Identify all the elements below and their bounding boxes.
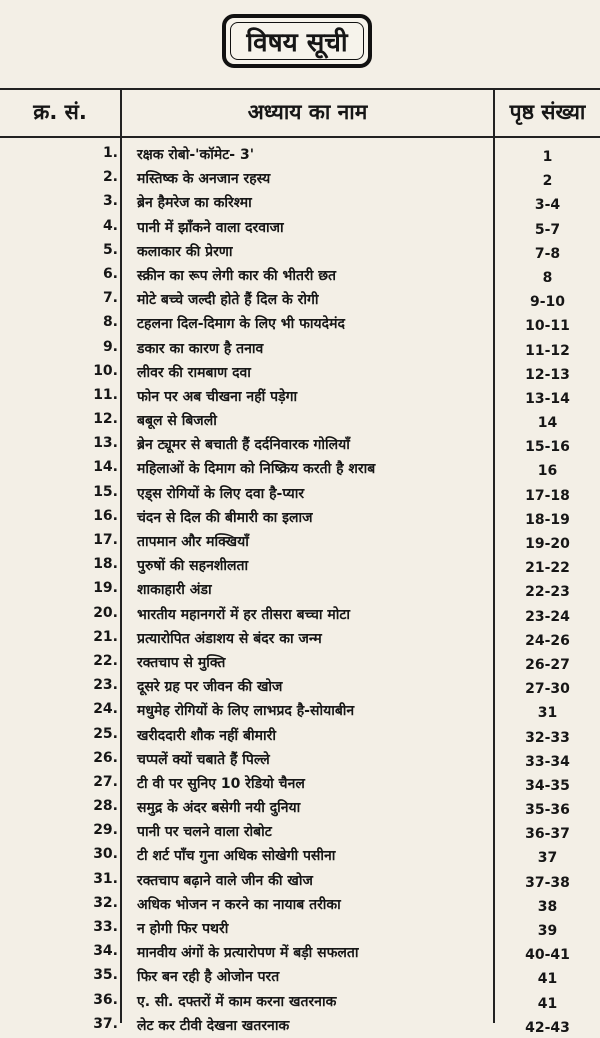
table-row: [0, 264, 600, 288]
row-number: 13.: [93, 435, 118, 452]
page-range: 16: [537, 463, 558, 480]
chapter-title: अधिक भोजन न करने का नायाब तरीका: [137, 896, 341, 913]
row-number: 28.: [93, 798, 118, 815]
table-row: [0, 240, 600, 264]
chapter-title: लीवर की रामबाण दवा: [137, 364, 251, 381]
table-row: [0, 216, 600, 240]
row-number: 24.: [93, 701, 118, 718]
table-row: [0, 191, 600, 215]
header-chapter: अध्याय का नाम: [247, 100, 368, 124]
page-title: विषय सूची: [222, 14, 372, 68]
page-range: 9-10: [529, 294, 566, 311]
table-row: [0, 941, 600, 965]
chapter-title: शाकाहारी अंडा: [137, 582, 212, 599]
chapter-title: मस्तिष्क के अनजान रहस्य: [137, 171, 271, 188]
chapter-title: फोन पर अब चीखना नहीं पड़ेगा: [137, 388, 298, 405]
table-row: [0, 337, 600, 361]
row-number: 20.: [93, 604, 118, 621]
page-range: 41: [537, 971, 558, 988]
table-row: [0, 457, 600, 481]
page-range: 12-13: [525, 366, 570, 383]
chapter-title: टी वी पर सुनिए 10 रेडियो चैनल: [137, 775, 305, 792]
chapter-title: न होगी फिर पथरी: [137, 921, 229, 937]
chapter-title: ए. सी. दफ्तरों में काम करना खतरनाक: [137, 993, 337, 1010]
page-range: 15-16: [525, 439, 570, 456]
table-row: [0, 312, 600, 336]
table-row: [0, 893, 600, 917]
page-range: 31: [537, 705, 558, 722]
row-number: 16.: [93, 507, 118, 524]
row-number: 18.: [93, 556, 118, 573]
table-row: [0, 724, 600, 748]
chapter-title: भारतीय महानगरों में हर तीसरा बच्चा मोटा: [137, 606, 351, 623]
table-row: [0, 482, 600, 506]
chapter-title: चंदन से दिल की बीमारी का इलाज: [137, 509, 313, 526]
chapter-title: फिर बन रही है ओजोन परत: [137, 969, 280, 986]
page-range: 42-43: [525, 1019, 570, 1036]
row-number: 19.: [93, 580, 118, 597]
page-range: 21-22: [525, 560, 570, 577]
page-range: 26-27: [525, 656, 570, 673]
chapter-title: मधुमेह रोगियों के लिए लाभप्रद है-सोयाबीन: [137, 703, 355, 720]
row-number: 10.: [93, 362, 118, 379]
page-range: 13-14: [525, 390, 570, 407]
page-range: 27-30: [525, 681, 570, 698]
table-row: [0, 651, 600, 675]
page-range: 17-18: [525, 487, 570, 504]
row-number: 6.: [102, 265, 118, 282]
chapter-title: रक्तचाप से मुक्ति: [137, 654, 226, 671]
page-range: 8: [542, 269, 553, 286]
table-row: [0, 675, 600, 699]
table-row: [0, 167, 600, 191]
page-range: 1: [542, 149, 553, 165]
chapter-title: एड्स रोगियों के लिए दवा है-प्यार: [137, 485, 305, 502]
row-number: 3.: [102, 193, 118, 210]
table-row: [0, 820, 600, 844]
chapter-title: स्क्रीन का रूप लेगी कार की भीतरी छत: [137, 267, 336, 284]
row-number: 21.: [93, 628, 118, 645]
chapter-title: टहलना दिल-दिमाग के लिए भी फायदेमंद: [137, 316, 345, 333]
page-range: 19-20: [525, 536, 570, 552]
table-row: [0, 917, 600, 941]
chapter-title: पुरुषों की सहनशीलता: [137, 558, 249, 575]
row-number: 34.: [93, 943, 118, 960]
page-range: 40-41: [525, 947, 570, 964]
chapter-title: बबूल से बिजली: [137, 413, 217, 430]
header-page: पृष्ठ संख्या: [509, 100, 586, 124]
row-number: 36.: [93, 991, 118, 1008]
table-row: [0, 699, 600, 723]
header-serial: क्र. सं.: [33, 100, 87, 124]
row-number: 26.: [93, 749, 118, 766]
row-number: 27.: [93, 773, 118, 790]
chapter-title: तापमान और मक्खियाँ: [137, 534, 249, 550]
row-number: 5.: [102, 241, 118, 258]
table-row: [0, 990, 600, 1014]
table-row: [0, 506, 600, 530]
table-row: [0, 965, 600, 989]
chapter-title: महिलाओं के दिमाग को निष्क्रिय करती है शराब: [137, 461, 376, 478]
table-row: [0, 578, 600, 602]
table-row: [0, 796, 600, 820]
page-range: 5-7: [534, 221, 561, 238]
table-row: [0, 844, 600, 868]
table-row: [0, 361, 600, 385]
page-range: 32-33: [525, 729, 570, 746]
chapter-title: ब्रेन हैमरेज का करिश्मा: [137, 195, 252, 212]
page-range: 10-11: [525, 318, 570, 335]
row-number: 23.: [93, 677, 118, 694]
table-row: [0, 385, 600, 409]
page-range: 23-24: [525, 608, 570, 625]
table-row: [0, 748, 600, 772]
row-number: 29.: [93, 822, 118, 839]
table-row: [0, 603, 600, 627]
page-range: 38: [537, 898, 558, 915]
row-number: 25.: [93, 725, 118, 742]
row-number: 14.: [93, 459, 118, 476]
row-number: 9.: [102, 338, 118, 355]
row-number: 8.: [102, 314, 118, 331]
chapter-title: चप्पलें क्यों चबाते हैं पिल्ले: [137, 751, 270, 768]
page-range: 34-35: [525, 777, 570, 794]
chapter-title: रक्षक रोबो-'कॉमेट- 3': [137, 147, 254, 163]
chapter-title: पानी में झाँकने वाला दरवाजा: [137, 219, 284, 236]
row-number: 4.: [102, 217, 118, 234]
page-range: 22-23: [525, 584, 570, 601]
chapter-title: ब्रेन ट्यूमर से बचाती हैं दर्दनिवारक गोलियाँ: [137, 437, 350, 454]
chapter-title: दूसरे ग्रह पर जीवन की खोज: [137, 679, 283, 696]
row-number: 15.: [93, 483, 118, 500]
table-row: [0, 772, 600, 796]
page-range: 36-37: [525, 826, 570, 843]
row-number: 12.: [93, 411, 118, 428]
row-number: 35.: [93, 967, 118, 984]
page-range: 7-8: [534, 245, 561, 262]
page-range: 33-34: [525, 753, 570, 770]
page-range: 18-19: [525, 511, 570, 528]
chapter-title: मानवीय अंगों के प्रत्यारोपण में बड़ी सफलता: [137, 945, 359, 962]
page-range: 39: [537, 923, 558, 939]
chapter-title: रक्तचाप बढ़ाने वाले जीन की खोज: [137, 872, 313, 889]
table-row: [0, 433, 600, 457]
chapter-title: पानी पर चलने वाला रोबोट: [137, 824, 272, 841]
chapter-title: टी शर्ट पाँच गुना अधिक सोखेगी पसीना: [137, 848, 336, 865]
page-range: 3-4: [534, 197, 561, 214]
table-row: [0, 530, 600, 554]
row-number: 30.: [93, 846, 118, 863]
page-range: 41: [537, 995, 558, 1012]
page-range: 24-26: [525, 632, 570, 649]
table-row: [0, 1014, 600, 1038]
chapter-title: समुद्र के अंदर बसेगी नयी दुनिया: [137, 800, 301, 817]
table-row: [0, 288, 600, 312]
page-range: 11-12: [525, 342, 570, 359]
contents-table: [0, 143, 600, 1038]
table-row: [0, 627, 600, 651]
row-number: 32.: [93, 894, 118, 911]
row-number: 33.: [93, 919, 118, 935]
chapter-title: डकार का कारण है तनाव: [137, 340, 264, 357]
chapter-title: कलाकार की प्रेरणा: [137, 243, 233, 260]
row-number: 17.: [93, 532, 118, 548]
chapter-title: मोटे बच्चे जल्दी होते हैं दिल के रोगी: [137, 292, 319, 309]
chapter-title: खरीददारी शौक नहीं बीमारी: [137, 727, 276, 744]
page-range: 35-36: [525, 802, 570, 819]
table-row: [0, 869, 600, 893]
page-range: 14: [537, 415, 558, 432]
row-number: 22.: [93, 652, 118, 669]
page-range: 37: [537, 850, 558, 867]
row-number: 1.: [102, 145, 118, 161]
row-number: 2.: [102, 169, 118, 186]
row-number: 31.: [93, 870, 118, 887]
table-top-rule: [0, 88, 600, 90]
table-row: [0, 409, 600, 433]
chapter-title: प्रत्यारोपित अंडाशय से बंदर का जन्म: [137, 630, 322, 647]
table-row: [0, 143, 600, 167]
table-row: [0, 554, 600, 578]
row-number: 11.: [93, 386, 118, 403]
header-bottom-rule: [0, 136, 600, 138]
chapter-title: लेट कर टीवी देखना खतरनाक: [137, 1017, 290, 1034]
row-number: 7.: [102, 290, 118, 307]
row-number: 37.: [93, 1015, 118, 1032]
page-range: 2: [542, 173, 553, 190]
page-range: 37-38: [525, 874, 570, 891]
